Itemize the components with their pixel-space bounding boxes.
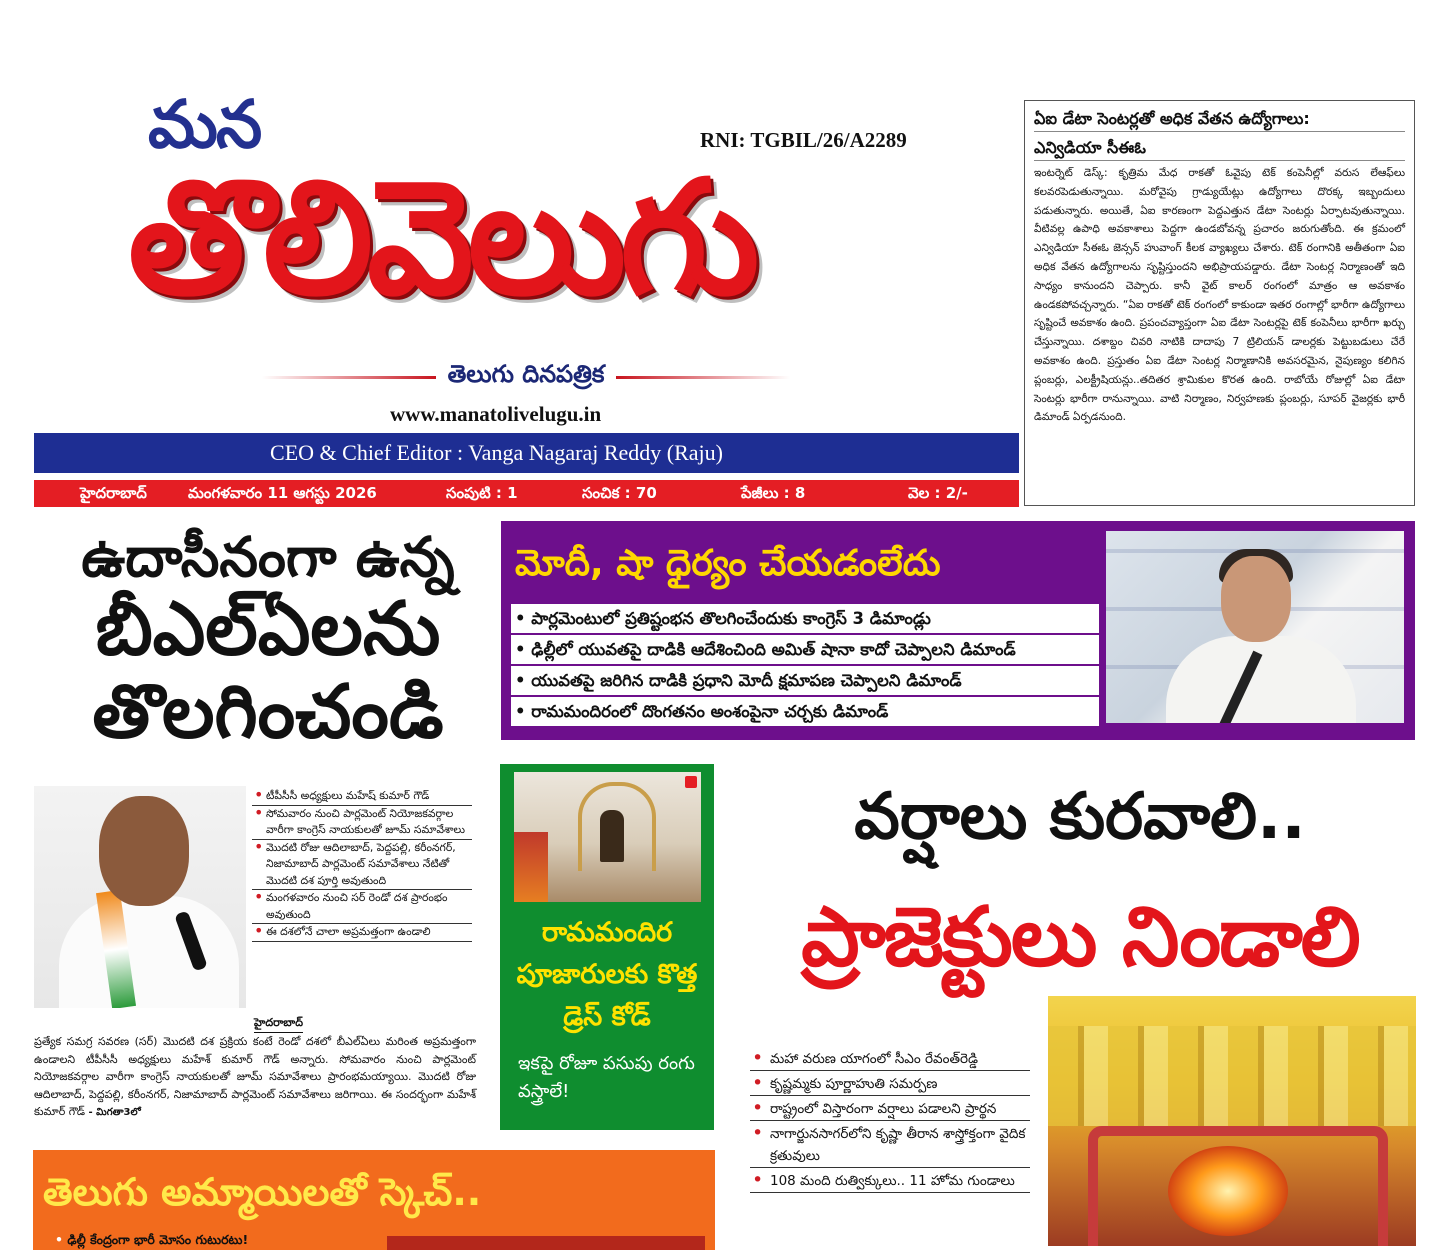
dateline-price: వెల : 2/- [908, 484, 968, 502]
bla-body [34, 1033, 476, 1122]
bla-dateline: హైదరాబాద్ [254, 1016, 303, 1033]
temple-headline: రామమందిర పూజారులకు కొత్త డ్రెస్ కోడ్ [516, 917, 698, 1032]
rain-headline-line1: వర్షాలు కురవాలి.. [854, 780, 1306, 854]
ram-mandir-photo [514, 772, 701, 902]
dateline-bar [34, 480, 1019, 507]
bla-bullet-list [252, 788, 472, 942]
newspaper-logo: తొలివెలుగు [128, 147, 754, 331]
ai-article-heading: ఏఐ డేటా సెంటర్లతో అధిక వేతన ఉద్యోగాలు: [1034, 107, 1405, 132]
rain-bullet-list [750, 1048, 1030, 1195]
rain-bullet: • రాష్ట్రంలో విస్తారంగా వర్షాలు పడాలని ప్రార్థన [750, 1098, 1030, 1121]
temple-dress-code-story [500, 764, 714, 1130]
editor-text: CEO & Chief Editor : Vanga Nagaraj Reddy (Raju) [270, 440, 723, 465]
rni-number: RNI: TGBIL/26/A2289 [700, 128, 907, 152]
modi-bullet: • ఢిల్లీలో యువతపై దాడికి ఆదేశించింది అమిత్ షానా కాదో చెప్పాలని డిమాండ్ [511, 635, 1099, 666]
rain-bullet: • మహా వరుణ యాగంలో సీఎం రేవంత్‌రెడ్డి [750, 1048, 1030, 1071]
bla-body-text: ప్రత్యేక సమగ్ర సవరణ (సర్) మొదటి దశ ప్రక్రియ కంటే రెండో దశలో బీఎల్ఏలు మరింత అప్రమత్తంగా ఉండాలని టీపీసీసీ అధ్యక్షులు మహేశ్ కుమార్ గౌడ్ అన్నారు. సోమవారం నుంచి పార్లమెంట్ నియోజకవర్గాల వారీగా కాంగ్రెస్ నాయకులతో జూమ్ సమావేశాలు ప్రారంభమయ్యాయి. మొదటి రోజు ఆదిలాబాద్, పెద్దపల్లి, కరీంనగర్, నిజామాబాద్ పార్లమెంట్ సమావేశాలు జరిగాయి. ఈ సందర్భంగా మహేశ్ కుమార్ గౌడ్ [34, 1035, 476, 1119]
orange-story-photo [387, 1236, 705, 1250]
bla-bullet: • టీపీసీసీ అధ్యక్షులు మహేష్ కుమార్ గౌడ్ [252, 788, 472, 806]
editor-banner [34, 433, 1019, 473]
orange-bullet: • ఢిల్లీ కేంద్రంగా భారీ మోసం గుటురటు! [55, 1232, 248, 1251]
telugu-girls-story [33, 1150, 715, 1250]
website-link[interactable]: www.manatolivelugu.in [390, 402, 602, 426]
dateline-date: మంగళవారం 11 ఆగస్టు 2026 [188, 484, 377, 502]
modi-bullet: • యువతపై జరిగిన దాడికి ప్రధాని మోదీ క్షమాపణ చెప్పాలని డిమాండ్ [511, 666, 1099, 697]
dateline-city: హైదరాబాద్ [80, 484, 147, 502]
bla-headline [36, 525, 500, 755]
dateline-issue: సంచిక : 70 [582, 484, 657, 502]
masthead-mana: మన [148, 86, 261, 163]
modi-bullet: • రామమందిరంలో దొంగతనం అంశంపైనా చర్చకు డిమాండ్ [515, 702, 889, 721]
ai-article-subheading: ఎన్విడియా సీఈఓ [1034, 136, 1405, 161]
varuna-yagam-photo [1048, 996, 1416, 1246]
tagline-left-rule [262, 376, 436, 379]
mahesh-kumar-goud-photo [34, 786, 246, 1008]
bla-headline-line2: బీఎల్ఏలను [95, 586, 441, 673]
dateline-pages: పేజీలు : 8 [741, 484, 806, 502]
dateline-volume: సంపుటి : 1 [446, 484, 518, 502]
modi-bullet-list [511, 604, 1099, 726]
ai-article-body: ఇంటర్నెట్ డెస్క్: కృత్రిమ మేధ రాకతో ఓవైపు టెక్ కంపెనీల్లో వరుస లేఆఫ్‌లు కలవరపెడుతున్నాయి. మరోవైపు గ్రాడ్యుయేట్లు ఉద్యోగాలు దొరక్క ఇబ్బందులు పడుతున్నారు. అయితే, ఏఐ కారణంగా పెద్దఎత్తున డేటా సెంటర్లు ఏర్పాటవుతున్నాయి. వీటివల్ల ఉపాధి అవకాశాలు పెద్దగా ఉండబోవన్న ప్రచారం జరుగుతోంది. ఈ క్రమంలో ఎన్విడియా సీఈఓ జెన్సన్ హువాంగ్ కీలక వ్యాఖ్యలు చేశారు. టెక్ రంగానికి అతీతంగా ఏఐ అధిక వేతన ఉద్యోగాలను సృష్టిస్తుందని అభిప్రాయపడ్డారు. డేటా సెంటర్ల నిర్మాణంతో ఇది సాధ్యం కానుందని చెప్పారు. కానీ వైట్ కాలర్ రంగంలో మాత్రం ఆ అవకాశం ఉండకపోవచ్చన్నారు. “ఏఐ రాకతో టెక్ రంగంలో కాకుండా ఇతర రంగాల్లో భారీగా ఉద్యోగాలు సృష్టించే అవకాశం ఉంది. ప్రపంచవ్యాప్తంగా ఏఐ డేటా సెంటర్లపై టెక్ కంపెనీలు భారీగా ఖర్చు చేస్తున్నాయి. దశాబ్దం చివరి నాటికి దాదాపు 7 ట్రిలియన్ డాలర్లకు పెట్టుబడులు చేరే అవకాశం ఉంది. ప్రస్తుతం ఏఐ డేటా సెంటర్ల నిర్మాణానికి అవసరమైన, నైపుణ్యం కలిగిన ప్లంబర్లు, ఎలక్ట్రీషియన్లు..తదితర శ్రామికుల కొరత ఉంది. రాబోయే రోజుల్లో ఏఐ డేటా సెంటర్లు భారీగా రానున్నాయి. వాటి నిర్మాణం, నిర్వహణకు ప్లంబర్లు, సూపర్ వైజర్లకు భారీ డిమాండ్ ఏర్పడనుంది. [1034, 167, 1405, 424]
bla-bullet: • మంగళవారం నుంచి సర్ రెండో దశ ప్రారంభం అవుతుంది [252, 890, 472, 924]
tagline-text: తెలుగు దినపత్రిక [447, 360, 605, 388]
rain-bullet: • నాగార్జునసాగర్‌లోని కృష్ణా తీరాన శాస్త్రోక్తంగా వైదిక క్రతువులు [750, 1123, 1030, 1168]
bla-headline-line3: తొలగించండి [92, 668, 444, 755]
tagline [262, 362, 790, 392]
bla-headline-line1: ఉదాసీనంగా ఉన్న [81, 525, 455, 589]
modi-bullet: • పార్లమెంటులో ప్రతిష్టంభన తొలగించేందుకు కాంగ్రెస్ 3 డిమాండ్లు [511, 604, 1099, 635]
bla-bullet: • సోమవారం నుంచి పార్లమెంట్ నియోజకవర్గాల వారీగా కాంగ్రెస్ నాయకులతో జూమ్ సమావేశాలు [252, 806, 472, 840]
rahul-gandhi-photo [1106, 531, 1404, 723]
modi-shah-story [501, 521, 1415, 740]
orange-headline: తెలుగు అమ్మాయిలతో స్కెచ్.. [43, 1170, 482, 1214]
bla-bullet: • ఈ దశలోనే చాలా అప్రమత్తంగా ఉండాలి [252, 924, 472, 942]
temple-subtext: ఇకపై రోజూ పసుపు రంగు వస్త్రాలే! [518, 1053, 695, 1102]
bla-bullet: • మొదటి రోజు ఆదిలాబాద్, పెద్దపల్లి, కరీంనగర్, నిజామాబాద్ పార్లమెంట్ సమావేశాలు నేటితో మొదటి దశ పూర్తి అవుతుంది [252, 840, 472, 891]
tagline-right-rule [616, 376, 790, 379]
rain-headline-line2: ప్రాజెక్టులు నిండాలి [801, 890, 1359, 985]
rain-bullet: • కృష్ణమ్మకు పూర్ణాహుతి సమర్పణ [750, 1073, 1030, 1096]
rain-bullet: • 108 మంది రుత్విక్కులు.. 11 హోమ గుండాలు [750, 1170, 1030, 1193]
ai-jobs-article [1024, 100, 1415, 506]
modi-headline: మోదీ, షా ధైర్యం చేయడంలేదు [515, 543, 941, 584]
continued-note[interactable]: - మిగతా3లో [88, 1107, 141, 1119]
